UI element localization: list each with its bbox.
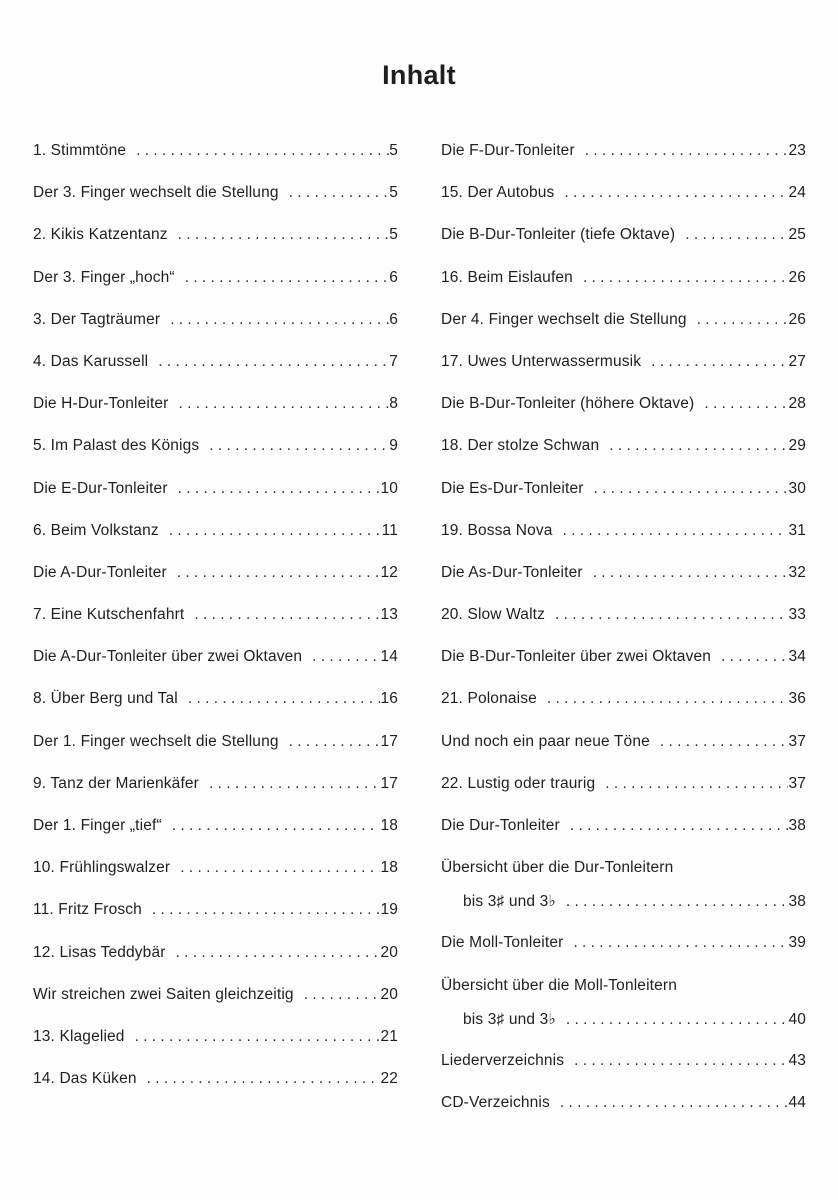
dot-leader: [583, 564, 789, 582]
toc-entry-title: Übersicht über die Dur-Tonleitern: [441, 859, 674, 877]
dot-leader: [142, 901, 381, 919]
toc-entry-page: 18: [380, 859, 398, 877]
toc-entry: [441, 690, 806, 732]
toc-entry: [441, 648, 806, 690]
toc-entry-title: Und noch ein paar neue Töne: [441, 732, 650, 750]
toc-entry: [33, 817, 398, 859]
toc-entry-title: 19. Bossa Nova: [441, 521, 553, 539]
dot-leader: [199, 437, 389, 455]
toc-entry: [441, 311, 806, 353]
toc-entry-title: Der 1. Finger wechselt die Stellung: [33, 732, 279, 750]
dot-leader: [148, 353, 389, 371]
dot-leader: [167, 564, 381, 582]
toc-entry-title: Die A-Dur-Tonleiter: [33, 563, 167, 581]
toc-entry-page: 12: [380, 563, 398, 581]
toc-entry-title: 14. Das Küken: [33, 1070, 137, 1088]
toc-entry-title: 13. Klagelied: [33, 1027, 125, 1045]
toc-entry-page: 26: [788, 268, 806, 286]
toc-entry-page: 37: [788, 732, 806, 750]
toc-entry-page: 13: [380, 606, 398, 624]
toc-entry-title: Die B-Dur-Tonleiter (höhere Oktave): [441, 395, 695, 413]
toc-entry: [33, 986, 398, 1028]
toc-entry: [33, 944, 398, 986]
toc-entry-title: 1. Stimmtöne: [33, 142, 127, 159]
toc-entry: [441, 184, 806, 226]
toc-entry-page: 7: [389, 352, 398, 370]
toc-entry-title: 12. Lisas Teddybär: [33, 943, 166, 961]
dot-leader: [199, 775, 380, 793]
toc-entry: [441, 437, 806, 479]
dot-leader: [575, 142, 789, 160]
toc-entry-page: 29: [788, 437, 806, 455]
toc-entry: [33, 1028, 398, 1070]
toc-entry-page: 27: [788, 352, 806, 370]
toc-entry-title: 3. Der Tagträumer: [33, 310, 161, 328]
toc-entry: [441, 859, 806, 934]
toc-entry-title: 9. Tanz der Marienkäfer: [33, 774, 199, 792]
toc-entry: [33, 142, 398, 184]
toc-entry-title: Die B-Dur-Tonleiter (tiefe Oktave): [441, 226, 676, 244]
toc-entry-page: 22: [380, 1070, 398, 1088]
toc-entry: [441, 142, 806, 184]
toc-entry-title-continued: bis 3♯ und 3♭: [463, 893, 556, 911]
toc-entry-page: 20: [380, 943, 398, 961]
dot-leader: [162, 817, 381, 835]
dot-leader: [126, 142, 389, 160]
toc-entry-page: 38: [788, 893, 806, 911]
toc-entry-title: 7. Eine Kutschenfahrt: [33, 606, 185, 624]
toc-entry-title: 20. Slow Waltz: [441, 606, 546, 624]
dot-leader: [711, 648, 788, 666]
toc-entry-title: Liederverzeichnis: [441, 1051, 565, 1069]
toc-entry-page: 14: [380, 648, 398, 666]
toc-column-left: [33, 142, 398, 1112]
dot-leader: [166, 944, 381, 962]
toc-entry: [33, 353, 398, 395]
toc-entry-page: 23: [788, 142, 806, 159]
dot-leader: [560, 817, 789, 835]
dot-leader: [687, 311, 789, 329]
toc-entry: [441, 817, 806, 859]
toc-entry: [441, 564, 806, 606]
dot-leader: [694, 395, 788, 413]
toc-entry: [441, 1094, 806, 1136]
toc-entry: [33, 437, 398, 479]
toc-entry-line2: [441, 1010, 806, 1052]
toc-entry: [441, 395, 806, 437]
dot-leader: [294, 986, 381, 1004]
dot-leader: [184, 606, 380, 624]
toc-entry-page: 32: [788, 563, 806, 581]
toc-entry: [33, 606, 398, 648]
toc-entry: [33, 395, 398, 437]
toc-entry: [33, 311, 398, 353]
toc-entry-title: 15. Der Autobus: [441, 184, 555, 202]
dot-leader: [537, 690, 789, 708]
toc-entry: [33, 733, 398, 775]
toc-entry-title: 21. Polonaise: [441, 690, 537, 708]
toc-entry-page: 5: [389, 142, 398, 159]
dot-leader: [168, 480, 381, 498]
toc-entry: [441, 606, 806, 648]
toc-entry-page: 18: [380, 817, 398, 834]
toc-entry-title: Die Moll-Tonleiter: [441, 934, 564, 952]
dot-leader: [302, 648, 380, 666]
toc-entry-title: Übersicht über die Moll-Tonleitern: [441, 976, 677, 994]
toc-entry: [441, 522, 806, 564]
toc-entry: [33, 901, 398, 943]
toc-entry-title: Die H-Dur-Tonleiter: [33, 395, 169, 413]
dot-leader: [175, 269, 390, 287]
toc-entry-title: Der 3. Finger „hoch“: [33, 268, 175, 286]
toc-entry-page: 17: [380, 774, 398, 792]
toc-entry-title: Die B-Dur-Tonleiter über zwei Oktaven: [441, 648, 712, 666]
toc-entry: [33, 690, 398, 732]
toc-entry-line2: [441, 892, 806, 934]
toc-entry-page: 19: [380, 901, 398, 919]
toc-entry: [441, 353, 806, 395]
dot-leader: [553, 522, 789, 540]
toc-entry-title: 8. Über Berg und Tal: [33, 690, 178, 708]
dot-leader: [279, 184, 390, 202]
toc-entry-title-continued: bis 3♯ und 3♭: [463, 1010, 556, 1028]
toc-entry-title: 22. Lustig oder traurig: [441, 774, 596, 792]
toc-entry: [33, 480, 398, 522]
dot-leader: [550, 1094, 789, 1112]
toc-entry-page: 20: [380, 985, 398, 1003]
toc-entry: [33, 226, 398, 268]
toc-entry: [33, 775, 398, 817]
toc-entry: [441, 226, 806, 268]
toc-entry-page: 36: [788, 690, 806, 708]
toc-entry-line1: [441, 859, 806, 892]
toc-entry: [33, 522, 398, 564]
toc-entry-page: 8: [389, 395, 398, 413]
toc-entry-title: Der 3. Finger wechselt die Stellung: [33, 184, 279, 202]
toc-entry: [441, 934, 806, 976]
toc-entry-page: 39: [788, 934, 806, 952]
dot-leader: [556, 1011, 789, 1029]
toc-entry: [441, 1052, 806, 1094]
toc-entry-page: 28: [788, 395, 806, 413]
dot-leader: [563, 934, 788, 952]
toc-entry-page: 40: [788, 1010, 806, 1028]
toc-entry-title: 5. Im Palast des Königs: [33, 437, 200, 455]
toc-entry-title: 6. Beim Volkstanz: [33, 521, 159, 539]
dot-leader: [675, 226, 788, 244]
dot-leader: [545, 606, 788, 624]
toc-entry-title: Die F-Dur-Tonleiter: [441, 142, 575, 159]
toc-entry-title: Die A-Dur-Tonleiter über zwei Oktaven: [33, 648, 303, 666]
toc-entry-title: Die E-Dur-Tonleiter: [33, 479, 168, 497]
toc-entry-page: 5: [389, 226, 398, 244]
dot-leader: [160, 311, 389, 329]
dot-leader: [573, 269, 789, 287]
toc-entry-title: 18. Der stolze Schwan: [441, 437, 600, 455]
toc-entry-page: 6: [389, 310, 398, 328]
page-title: Inhalt: [382, 60, 456, 90]
toc-entry-page: 38: [788, 817, 806, 834]
toc-entry-page: 25: [788, 226, 806, 244]
dot-leader: [137, 1070, 381, 1088]
toc-entry-page: 43: [788, 1051, 806, 1069]
dot-leader: [159, 522, 382, 540]
toc-entry: [441, 775, 806, 817]
toc-entry-page: 26: [788, 310, 806, 328]
toc-entry: [33, 184, 398, 226]
toc-entry: [441, 977, 806, 1052]
dot-leader: [556, 893, 789, 911]
toc-entry-page: 31: [788, 521, 806, 539]
toc-entry-title: 17. Uwes Unterwassermusik: [441, 352, 642, 370]
toc-entry: [33, 564, 398, 606]
toc-entry: [33, 1070, 398, 1112]
toc-entry-page: 11: [381, 521, 398, 539]
dot-leader: [125, 1028, 381, 1046]
dot-leader: [554, 184, 788, 202]
toc-entry-page: 34: [788, 648, 806, 666]
toc-entry-line1: [441, 977, 806, 1010]
toc-entry-title: Die Es-Dur-Tonleiter: [441, 479, 584, 497]
dot-leader: [169, 395, 390, 413]
toc-entry-page: 21: [380, 1027, 398, 1045]
toc-entry-page: 33: [788, 606, 806, 624]
toc-entry-page: 16: [380, 690, 398, 708]
toc-entry-page: 30: [788, 479, 806, 497]
dot-leader: [168, 226, 390, 244]
toc-entry-page: 37: [788, 774, 806, 792]
dot-leader: [564, 1052, 788, 1070]
toc-entry: [33, 859, 398, 901]
toc-entry-title: 4. Das Karussell: [33, 352, 149, 370]
dot-leader: [641, 353, 788, 371]
toc-entry-page: 10: [380, 479, 398, 497]
toc-entry-title: 10. Frühlingswalzer: [33, 859, 171, 877]
dot-leader: [279, 733, 381, 751]
toc-entry: [441, 269, 806, 311]
dot-leader: [584, 480, 789, 498]
toc-entry: [441, 480, 806, 522]
toc-entry-page: 9: [389, 437, 398, 455]
toc-column-right: [441, 142, 806, 1136]
toc-entry-title: 2. Kikis Katzentanz: [33, 226, 168, 244]
toc-entry-title: Der 1. Finger „tief“: [33, 817, 162, 834]
toc-entry-title: Der 4. Finger wechselt die Stellung: [441, 310, 687, 328]
dot-leader: [595, 775, 788, 793]
dot-leader: [599, 437, 788, 455]
dot-leader: [178, 690, 381, 708]
toc-entry-page: 5: [389, 184, 398, 202]
toc-entry-page: 24: [788, 184, 806, 202]
dot-leader: [650, 733, 789, 751]
toc-entry: [441, 733, 806, 775]
toc-entry-page: 17: [380, 732, 398, 750]
toc-entry-title: 11. Fritz Frosch: [33, 901, 142, 919]
toc-entry-title: Die Dur-Tonleiter: [441, 817, 560, 834]
toc-entry-title: CD-Verzeichnis: [441, 1093, 550, 1111]
toc-entry: [33, 648, 398, 690]
dot-leader: [170, 859, 380, 877]
toc-entry-title: 16. Beim Eislaufen: [441, 268, 573, 286]
toc-entry-title: Wir streichen zwei Saiten gleichzeitig: [33, 985, 294, 1003]
toc-entry: [33, 269, 398, 311]
toc-entry-title: Die As-Dur-Tonleiter: [441, 563, 583, 581]
toc-entry-page: 6: [389, 268, 398, 286]
toc-entry-page: 44: [788, 1093, 806, 1111]
